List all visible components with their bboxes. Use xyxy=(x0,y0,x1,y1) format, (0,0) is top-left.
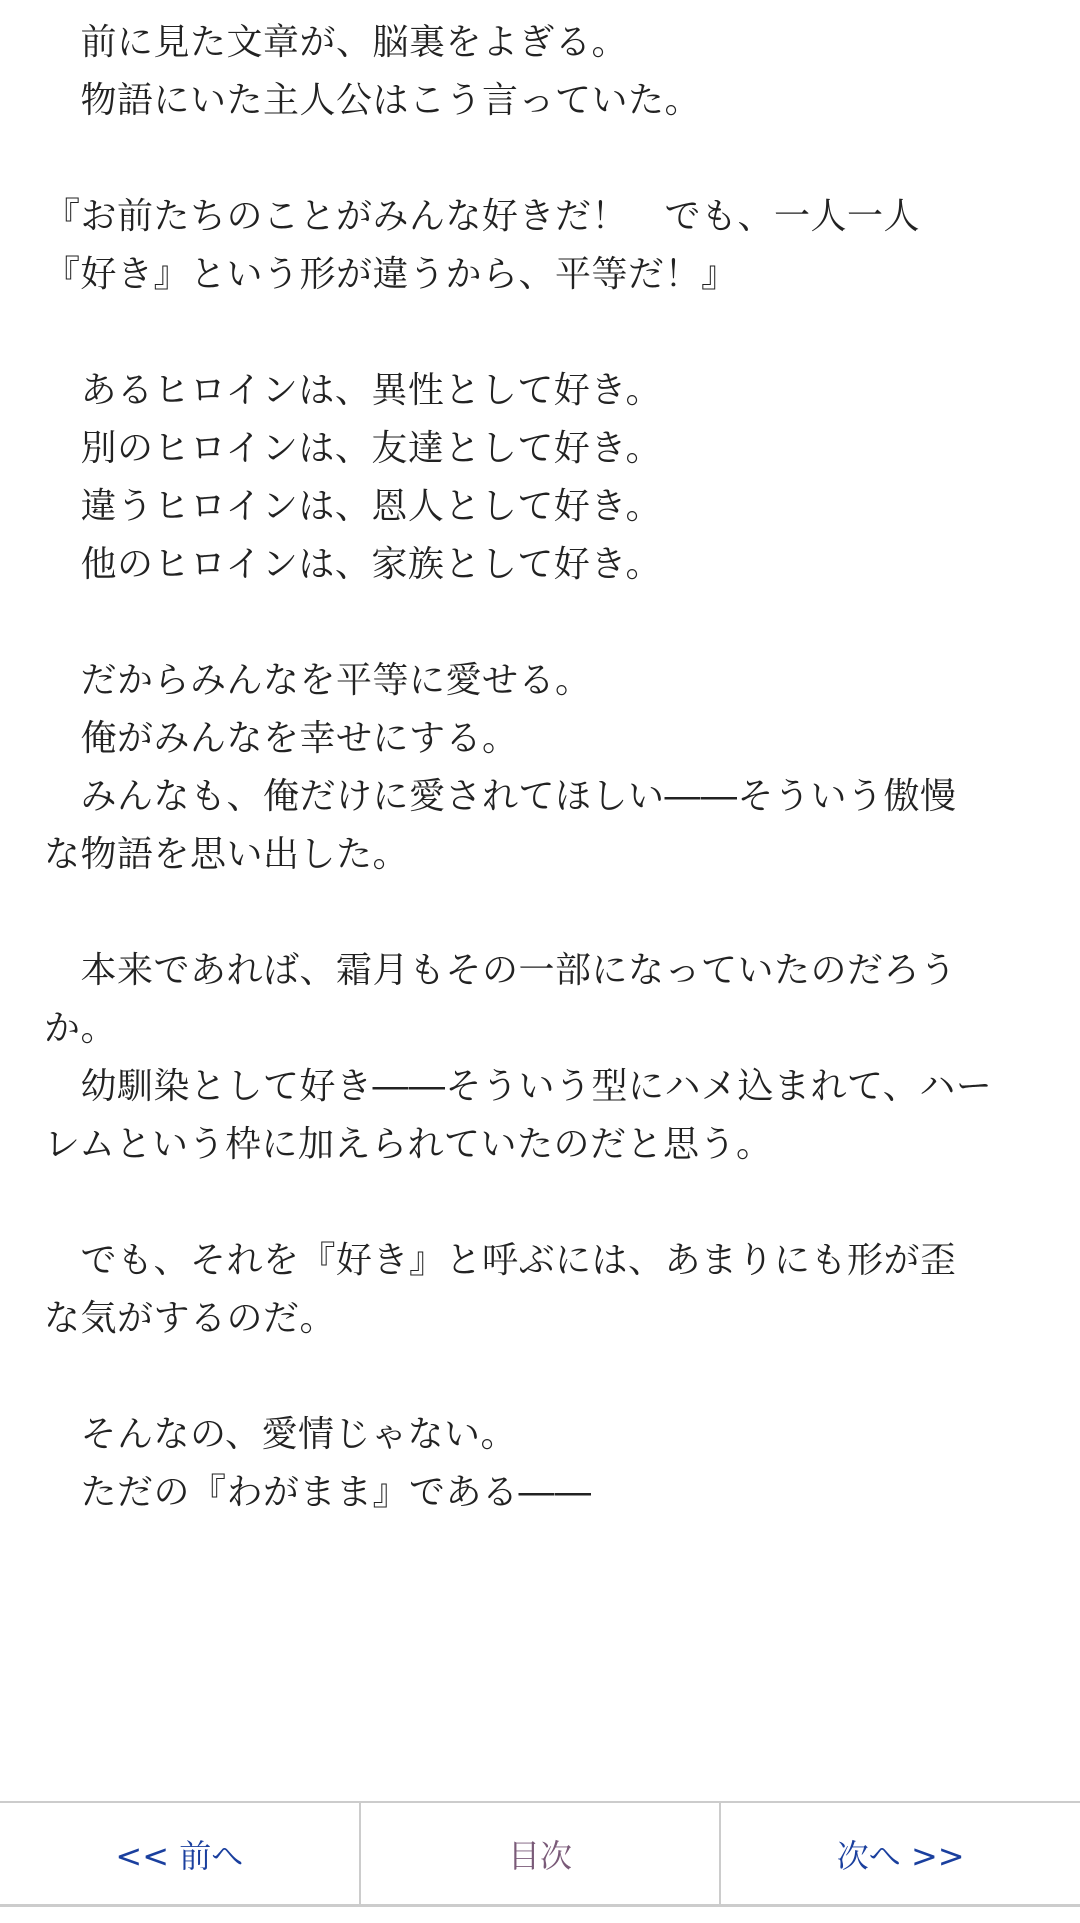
text-line: 本来であれば、霜月もその一部になっていたのだろう xyxy=(44,950,957,991)
prev-chapter-link[interactable]: << 前へ xyxy=(115,1836,244,1875)
blank-line xyxy=(44,1348,1044,1406)
text-line: な気がするのだ。 xyxy=(44,1298,337,1339)
text-line: あるヒロインは、異性として好き。 xyxy=(44,370,662,411)
text-line: 幼馴染として好き――そういう型にハメ込まれて、ハー xyxy=(44,1066,993,1107)
text-line: 『好き』という形が違うから、平等だ！』 xyxy=(44,254,738,295)
blank-line xyxy=(44,884,1044,942)
text-line: でも、それを『好き』と呼ぶには、あまりにも形が歪 xyxy=(44,1240,957,1281)
next-chapter-link[interactable]: 次へ >> xyxy=(719,1803,1080,1904)
text-line: 他のヒロインは、家族として好き。 xyxy=(44,544,662,585)
text-line: 前に見た文章が、脳裏をよぎる。 xyxy=(44,22,629,63)
text-line: か。 xyxy=(44,1008,118,1049)
text-line: 違うヒロインは、恩人として好き。 xyxy=(44,486,662,527)
blank-line xyxy=(44,1174,1044,1232)
chapter-navigation xyxy=(0,1801,1080,1907)
text-line: ただの『わがまま』である―― xyxy=(44,1472,592,1513)
blank-line xyxy=(44,130,1044,188)
text-line: 俺がみんなを幸せにする。 xyxy=(44,718,519,759)
chapter-text xyxy=(44,14,1044,1522)
text-line: 別のヒロインは、友達として好き。 xyxy=(44,428,662,469)
text-line: 物語にいた主人公はこう言っていた。 xyxy=(44,80,702,121)
blank-line xyxy=(44,594,1044,652)
text-line: だからみんなを平等に愛せる。 xyxy=(44,660,592,701)
text-line: みんなも、俺だけに愛されてほしい――そういう傲慢 xyxy=(44,776,957,817)
text-line: そんなの、愛情じゃない。 xyxy=(44,1414,518,1455)
text-line: 『お前たちのことがみんな好きだ！ でも、一人一人 xyxy=(44,196,921,237)
table-of-contents-link[interactable]: 目次 xyxy=(359,1803,720,1904)
text-line: な物語を思い出した。 xyxy=(44,834,410,875)
blank-line xyxy=(44,304,1044,362)
text-line: レムという枠に加えられていたのだと思う。 xyxy=(44,1124,773,1165)
